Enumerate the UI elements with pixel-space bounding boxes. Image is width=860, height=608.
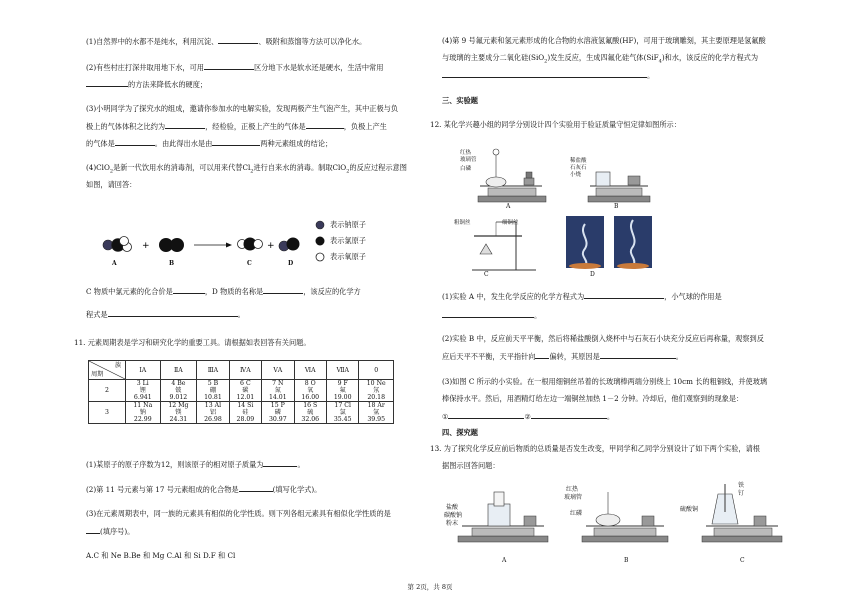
q4-line-1: (4)ClO$_2$是新一代饮用水的消毒剂，可以用来代替$Cl_2$进行自来水的消毒。制取ClO$_2$的反应过程示意图 [86, 163, 407, 175]
legend-oxygen: 表示氧原子 [330, 252, 366, 261]
answer-blank[interactable] [173, 286, 205, 294]
fig13A-label: 粉末 [446, 520, 459, 527]
q13-figures [442, 478, 786, 552]
element-cell: 4 Be 铍 9.012 [160, 380, 197, 402]
q12-figure-ab [456, 142, 656, 210]
q12-figure-cd [456, 214, 656, 276]
element-cell: 17 Cl 氯 35.45 [326, 402, 358, 424]
molecule-a [103, 237, 132, 252]
figC-letter: C [484, 271, 489, 278]
molecule-d [279, 238, 300, 252]
label-d: D [288, 260, 294, 267]
figA-label: 白磷 [460, 166, 472, 172]
figA-label: 红热 [460, 150, 472, 156]
figB-letter: B [614, 203, 619, 210]
element-cell: 15 P 磷 30.97 [262, 402, 294, 424]
chlorine-atom-icon [316, 237, 325, 246]
element-cell: 14 Si 硅 28.09 [229, 402, 261, 424]
q2-line-2: 的方法来降低水的硬度； [86, 79, 207, 90]
q11-1-line: (1)某原子的原子序数为12，则该原子的相对原子质量为 。 [86, 460, 305, 469]
q11-3-options: A.C 和 Ne B.Be 和 Mg C.Al 和 Si D.F 和 Cl [86, 551, 236, 560]
answer-blank[interactable] [218, 36, 258, 44]
legend-chlorine: 表示氯原子 [330, 236, 366, 245]
answer-blank[interactable] [115, 138, 155, 146]
group-header: ⅠA [126, 361, 161, 380]
table-header-corner: 族 周期 [89, 361, 126, 380]
answer-blank[interactable] [535, 351, 549, 359]
copper-rod-setup-icon [472, 222, 536, 270]
fig13C-letter: C [740, 557, 745, 564]
q13-line-2: 据图示回答问题： [442, 461, 500, 470]
section-title-inquiry: 四、探究题 [442, 428, 478, 437]
q12-2-line-1: (2)实验 B 中，反应前天平平衡，然后将稀盐酸倒入烧杯中与石灰石小块充分反应后再称量，观察到反 [442, 334, 764, 343]
period-cell: 2 [89, 380, 126, 402]
fig13A-label: 盐酸 [446, 504, 459, 511]
q12-3-line-3: ① ② 。 [442, 412, 615, 421]
label-c: C [247, 260, 252, 267]
group-header: ⅥA [294, 361, 326, 380]
group-header: ⅦA [326, 361, 358, 380]
fig13C-label: 铁 [738, 482, 745, 489]
fig13B-label: 红热 [566, 486, 579, 493]
fig13A-letter: A [502, 557, 507, 564]
fig13C-label: 钉 [738, 490, 745, 497]
molecules-svg [86, 215, 430, 275]
q3-line-1: (3)小明同学为了探究水的组成，邀请你参加水的电解实验，发现两极产生气泡产生，其中正极与负 [86, 104, 399, 113]
answer-blank[interactable] [442, 70, 647, 78]
balance-13b-icon [582, 492, 668, 542]
figA-letter: A [506, 203, 511, 210]
group-header: 0 [359, 361, 394, 380]
q11-3-line-1: (3)在元素周期表中，同一族的元素具有相似的化学性质。则下列各组元素具有相似化学性质的是 [86, 509, 391, 518]
q5-line-2: 与玻璃的主要成分二氧化硅(SiO$_2$)发生反应，生成四氟化硅气体(SiF$_4$)和水，该反应的化学方程式为 [442, 53, 759, 65]
element-cell: 18 Ar 氩 39.95 [359, 402, 394, 424]
period-cell: 3 [89, 402, 126, 424]
page-footer: 第 2页，共 8页 [407, 583, 453, 591]
q12-1-line: (1)实验 A 中，发生化学反应的化学方程式为 ，小气球的作用是 [442, 292, 722, 301]
q4-line-2: 如图，请回答： [86, 180, 137, 189]
element-cell: 5 B 硼 10.81 [197, 380, 229, 402]
answer-blank[interactable] [212, 138, 260, 146]
answer-blank[interactable] [584, 291, 664, 299]
element-cell: 12 Mg 镁 24.31 [160, 402, 197, 424]
answer-blank[interactable] [448, 411, 524, 419]
label-b: B [169, 260, 175, 267]
figA-label: 玻璃管 [460, 157, 477, 163]
answer-blank[interactable] [263, 459, 297, 467]
group-header: ⅢA [197, 361, 229, 380]
fig13B-letter: B [624, 557, 629, 564]
element-cell: 6 C 碳 12.01 [229, 380, 261, 402]
oxygen-atom-icon [316, 253, 324, 261]
answer-blank[interactable] [600, 351, 676, 359]
group-header: ⅤA [262, 361, 294, 380]
q5-line-3: 。 [442, 70, 654, 81]
table-row-period-2 [89, 380, 394, 402]
figB-label: 石灰石 [570, 165, 587, 171]
label-a: A [112, 260, 117, 267]
figB-label: 小烧 [570, 172, 582, 178]
q3-line-3: 的气体是 。由此得出水是由 两种元素组成的结论； [86, 139, 333, 148]
q11-3-line-2: (填序号)。 [86, 526, 134, 537]
q11-line: 11. 元素周期表是学习和研究化学的重要工具。请根据如表回答有关问题。 [74, 338, 311, 347]
answer-blank[interactable] [263, 286, 303, 294]
answer-blank[interactable] [306, 121, 344, 129]
element-cell: 11 Na 钠 22.99 [126, 402, 161, 424]
flame-photo-2-icon [614, 216, 652, 269]
figD-letter: D [590, 271, 595, 278]
element-cell: 8 O 氧 16.00 [294, 380, 326, 402]
group-header: ⅣA [229, 361, 261, 380]
answer-blank[interactable] [108, 309, 238, 317]
answer-blank[interactable] [531, 411, 607, 419]
table-row-period-3 [89, 402, 394, 424]
arrow-head-icon [226, 243, 232, 248]
fig13A-label: 碳酸钠 [444, 512, 463, 519]
q4-line-4: 程式是 。 [86, 310, 245, 319]
balance-b-icon [588, 172, 650, 202]
q12-2-line-2: 应后天平不平衡，天平指针向 偏转，其原因是 。 [442, 352, 683, 361]
answer-blank[interactable] [204, 62, 254, 70]
reaction-diagram [86, 215, 430, 275]
figC-label: 细铜丝 [502, 220, 519, 226]
balance-a-icon [478, 149, 546, 202]
sodium-atom-icon [316, 221, 324, 229]
q13-line-1: 13. 为了探究化学反应前后物质的总质量是否发生改变，甲同学和乙同学分别设计了如下两个实验，请根 [430, 444, 760, 453]
periodic-table [88, 360, 394, 424]
legend-sodium: 表示钠原子 [330, 220, 366, 229]
fig13C-label: 硫酸铜 [680, 506, 699, 513]
answer-blank[interactable] [165, 121, 205, 129]
element-cell: 10 Ne 氖 20.18 [359, 380, 394, 402]
element-cell: 3 Li 锂 6.941 [126, 380, 161, 402]
element-cell: 7 N 氮 14.01 [262, 380, 294, 402]
fig13B-label: 玻璃管 [564, 494, 583, 501]
flame-photo-1-icon [566, 216, 604, 269]
q3-line-2: 极上的气体体积之比约为 ，经检验，正极上产生的气体是 ，负极上产生 [86, 122, 387, 131]
plus-sign: + [267, 241, 275, 251]
q12-line: 12. 某化学兴趣小组的同学分别设计四个实验用于验证质量守恒定律如图所示： [430, 120, 681, 129]
plus-sign: + [142, 241, 150, 251]
q12-3-line-2: 棒保持水平。然后，用酒精灯给左边一端铜丝加热 1－2 分钟。冷却后，他们观察到的现象是： [442, 394, 744, 403]
answer-blank[interactable] [86, 526, 100, 534]
figC-label: 粗铜丝 [454, 220, 471, 226]
molecule-c [238, 238, 263, 251]
q2-line-1: (2)有些村庄打深井取用地下水，可用 区分地下水是软水还是硬水，生活中常用 [86, 63, 384, 72]
answer-blank[interactable] [239, 484, 273, 492]
element-cell: 9 F 氟 19.00 [326, 380, 358, 402]
group-header: ⅡA [160, 361, 197, 380]
q1-line: (1)自然界中的水都不是纯水，利用沉淀、 、吸附和蒸馏等方法可以净化水。 [86, 37, 367, 46]
answer-blank[interactable] [86, 79, 128, 87]
q4-line-3: C 物质中氯元素的化合价是 ，D 物质的名称是 ，该反应的化学方 [86, 287, 361, 296]
element-cell: 13 Al 铝 26.98 [197, 402, 229, 424]
balance-13a-icon [458, 492, 548, 542]
answer-blank[interactable] [442, 310, 534, 318]
q11-2-line: (2)第 11 号元素与第 17 号元素组成的化合物是 (填写化学式)。 [86, 485, 322, 494]
fig13B-label: 红磷 [570, 510, 583, 517]
section-title-experiments: 三、实验题 [442, 96, 478, 105]
q5-line-1: (4)第 9 号氟元素和氢元素形成的化合物的水溶液氢氟酸(HF)，可用于玻璃雕刻，其主要原理是氢氟酸 [442, 36, 766, 45]
element-cell: 16 S 硫 32.06 [294, 402, 326, 424]
q12-1-line-2: 。 [442, 310, 541, 321]
molecule-b [159, 238, 184, 252]
figB-label: 稀盐酸 [570, 158, 587, 164]
q12-3-line-1: (3)如图 C 所示的小实验。在一根用细铜丝吊着的长玻璃棒两端分别绕上 10cm 长的粗铜线，并使玻璃 [442, 377, 768, 386]
